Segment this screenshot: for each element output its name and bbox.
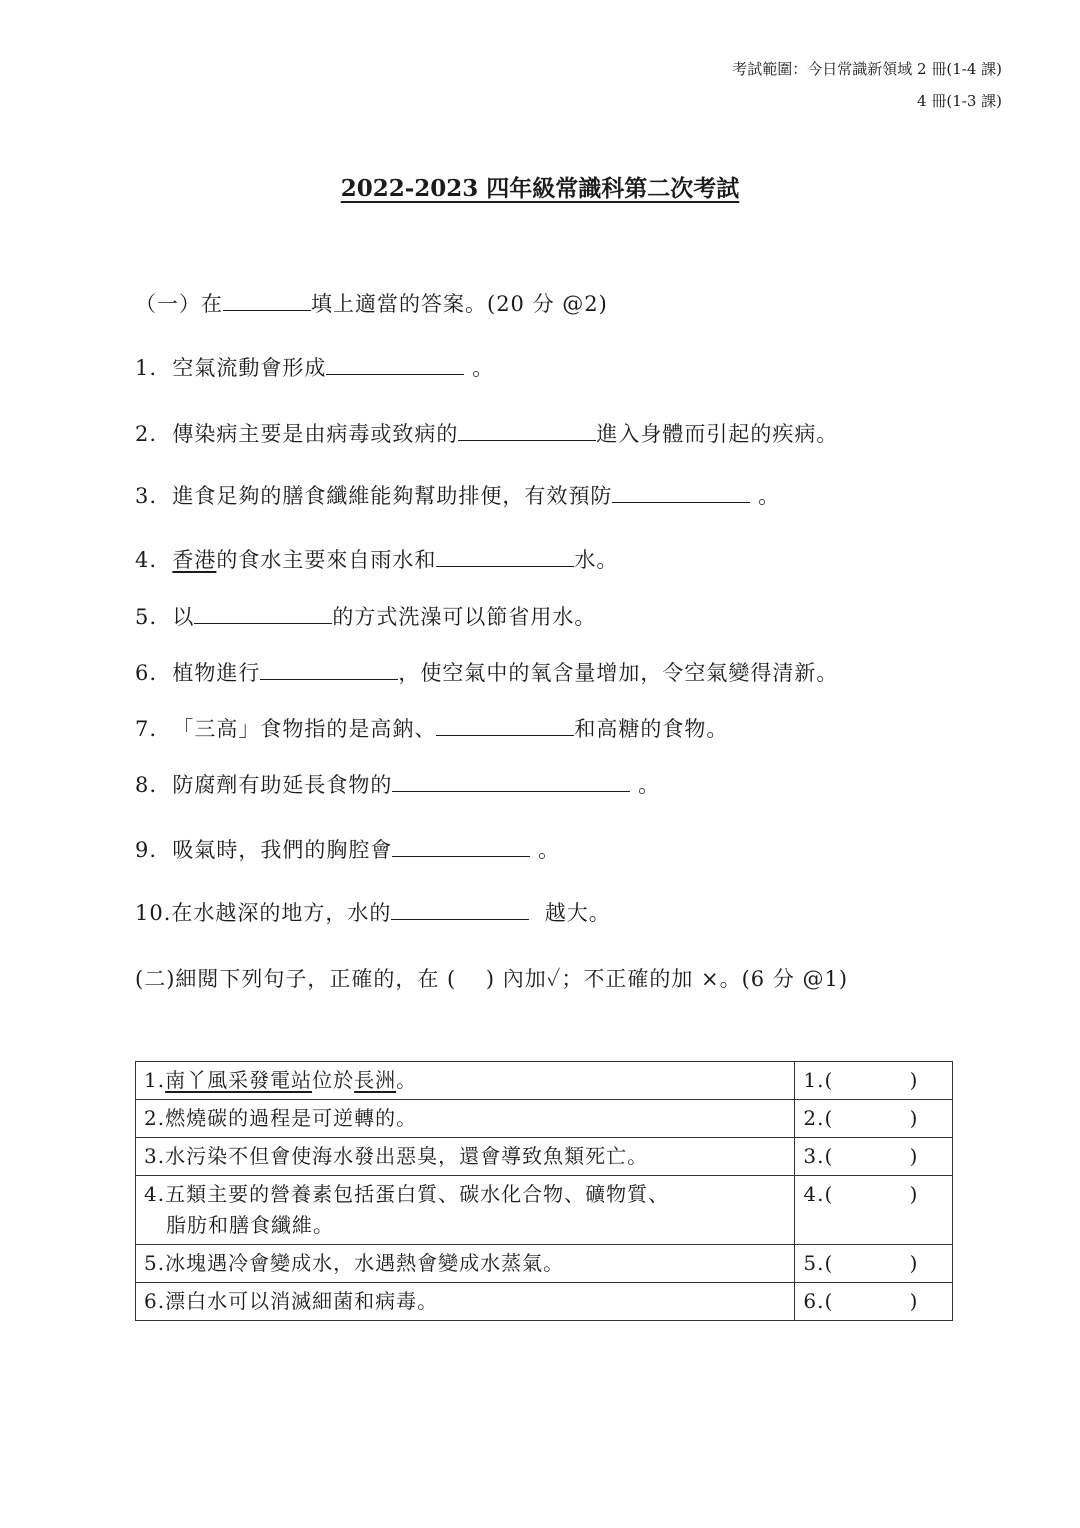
answer-cell[interactable]	[795, 1176, 953, 1245]
section1-intro-pre: （一）在	[135, 292, 223, 316]
question-text: 防腐劑有助延長食物的	[172, 773, 393, 797]
question-text: 植物進行	[172, 661, 261, 685]
answer-blank[interactable]	[194, 603, 332, 624]
statement-number: 1.	[144, 1068, 166, 1092]
table-row	[136, 1283, 953, 1321]
statement-text-continued: 脂肪和膳食纖維。	[166, 1213, 334, 1237]
answer-close: )	[909, 1144, 919, 1168]
answer-blank[interactable]	[326, 354, 464, 375]
question-text: 空氣流動會形成	[172, 356, 327, 380]
question-1	[135, 352, 494, 382]
title-text: 2022-2023 四年級常識科第二次考試	[340, 175, 740, 202]
question-text: 「三高」食物指的是高鈉、	[172, 717, 437, 741]
question-4	[135, 544, 618, 574]
question-6	[135, 657, 838, 687]
question-text-end: ，使空氣中的氧含量增加，令空氣變得清新。	[398, 661, 839, 685]
answer-open: 6.(	[803, 1289, 834, 1313]
question-text-end: 越大。	[544, 901, 611, 925]
question-text-end: 水。	[574, 548, 619, 572]
place-name: 長洲	[354, 1068, 397, 1092]
answer-blank[interactable]	[392, 836, 530, 857]
question-7	[135, 713, 728, 743]
question-number: 7.	[135, 717, 158, 741]
question-text: 在水越深的地方，水的	[171, 901, 392, 925]
answer-blank[interactable]	[392, 771, 630, 792]
answer-open: 5.(	[803, 1251, 834, 1275]
question-text: 吸氣時，我們的胸腔會	[172, 838, 393, 862]
answer-blank[interactable]	[391, 899, 529, 920]
exam-scope-line2: 4 冊(1-3 課)	[917, 92, 1002, 110]
question-text-end: 。	[758, 484, 781, 508]
statement-cell	[136, 1138, 795, 1176]
question-9	[135, 834, 560, 864]
question-text-end: 。	[638, 773, 661, 797]
statement-text: 水污染不但會使海水發出惡臭，還會導致魚類死亡。	[165, 1144, 649, 1168]
answer-open: 4.(	[803, 1182, 834, 1206]
table-row	[136, 1245, 953, 1283]
statement-cell	[136, 1176, 795, 1245]
answer-close: )	[909, 1106, 919, 1130]
question-number: 8.	[135, 773, 158, 797]
question-number: 10.	[135, 901, 172, 925]
answer-blank[interactable]	[436, 546, 574, 567]
question-2	[135, 418, 838, 448]
statement-text: 。	[396, 1068, 418, 1092]
table-row	[136, 1100, 953, 1138]
statement-text: 冰塊遇冷會變成水，水遇熱會變成水蒸氣。	[165, 1251, 565, 1275]
question-text-end: 的方式洗澡可以節省用水。	[332, 605, 597, 629]
place-name: 南丫風采發電站	[165, 1068, 313, 1092]
question-5	[135, 601, 596, 631]
answer-cell[interactable]	[795, 1283, 953, 1321]
statement-cell	[136, 1245, 795, 1283]
answer-close: )	[909, 1182, 919, 1206]
question-3	[135, 480, 780, 510]
statement-cell	[136, 1283, 795, 1321]
example-blank	[223, 290, 311, 311]
true-false-table	[135, 1061, 953, 1321]
statement-text: 五類主要的營養素包括蛋白質、碳水化合物、礦物質、	[165, 1182, 670, 1206]
answer-open: 2.(	[803, 1106, 834, 1130]
statement-text: 燃燒碳的過程是可逆轉的。	[165, 1106, 418, 1130]
question-text: 進食足夠的膳食纖維能夠幫助排便，有效預防	[172, 484, 613, 508]
question-text-end: 進入身體而引起的疾病。	[596, 422, 839, 446]
answer-blank[interactable]	[612, 482, 750, 503]
statement-number: 5.	[144, 1251, 166, 1275]
question-number: 2.	[135, 422, 158, 446]
answer-cell[interactable]	[795, 1245, 953, 1283]
question-text: 傳染病主要是由病毒或致病的	[172, 422, 459, 446]
answer-close: )	[909, 1289, 919, 1313]
exam-scope-line1: 考試範圍：今日常識新領域 2 冊(1-4 課)	[732, 60, 1002, 78]
question-number: 5.	[135, 605, 158, 629]
question-number: 6.	[135, 661, 158, 685]
place-name: 香港	[172, 548, 217, 572]
answer-open: 1.(	[803, 1068, 834, 1092]
answer-cell[interactable]	[795, 1062, 953, 1100]
table-row	[136, 1138, 953, 1176]
question-text-end: 和高糖的食物。	[574, 717, 729, 741]
answer-blank[interactable]	[436, 715, 574, 736]
answer-blank[interactable]	[458, 420, 596, 441]
answer-open: 3.(	[803, 1144, 834, 1168]
page-title	[0, 170, 1080, 203]
section2-intro: (二)細閱下列句子，正確的，在 ( ) 內加✓；不正確的加 ×。(6 分 @1)	[135, 967, 849, 991]
answer-close: )	[909, 1251, 919, 1275]
question-text-end: 。	[472, 356, 495, 380]
question-number: 4.	[135, 548, 158, 572]
statement-number: 3.	[144, 1144, 166, 1168]
answer-cell[interactable]	[795, 1100, 953, 1138]
question-number: 3.	[135, 484, 158, 508]
statement-cell	[136, 1062, 795, 1100]
statement-cell	[136, 1100, 795, 1138]
table-row	[136, 1062, 953, 1100]
table-row	[136, 1176, 953, 1245]
statement-number: 4.	[144, 1182, 166, 1206]
statement-number: 2.	[144, 1106, 166, 1130]
question-text: 以	[172, 605, 195, 629]
statement-number: 6.	[144, 1289, 166, 1313]
answer-close: )	[909, 1068, 919, 1092]
question-text: 的食水主要來自雨水和	[216, 548, 437, 572]
question-8	[135, 769, 660, 799]
question-10	[135, 897, 611, 927]
question-number: 9.	[135, 838, 158, 862]
statement-text: 漂白水可以消滅細菌和病毒。	[165, 1289, 439, 1313]
section1-intro	[135, 288, 608, 318]
answer-blank[interactable]	[260, 659, 398, 680]
question-text-end: 。	[538, 838, 561, 862]
statement-text: 位於	[312, 1068, 355, 1092]
question-number: 1.	[135, 356, 158, 380]
section1-intro-post: 填上適當的答案。(20 分 @2)	[311, 292, 608, 316]
answer-cell[interactable]	[795, 1138, 953, 1176]
